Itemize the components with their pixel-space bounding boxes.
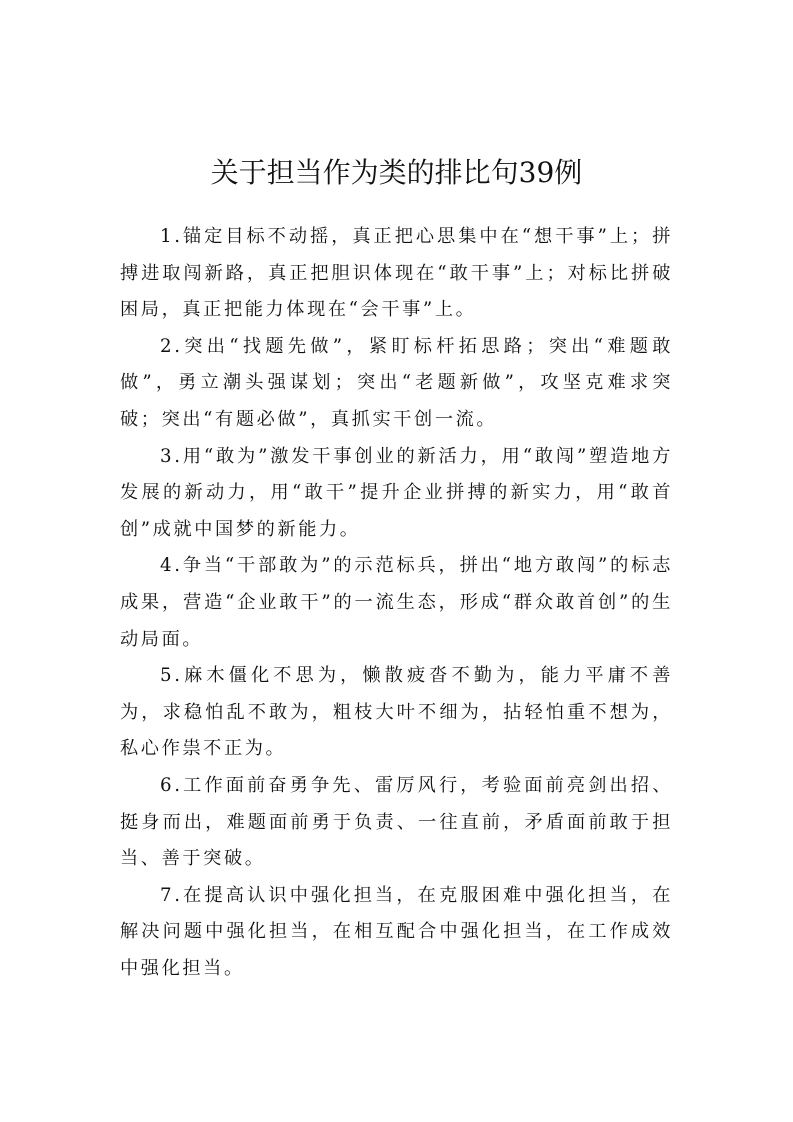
- paragraph-1: 1.锚定目标不动摇，真正把心思集中在“想干事”上；拼搏进取闯新路，真正把胆识体现在“敢干事”上；对标比拼破困局，真正把能力体现在“会干事”上。: [120, 226, 673, 321]
- paragraph-2: 2.突出“找题先做”，紧盯标杆拓思路；突出“难题敢做”，勇立潮头强谋划；突出“老题新做”，攻坚克难求突破；突出“有题必做”，真抓实干创一流。: [120, 335, 673, 430]
- document-title: 关于担当作为类的排比句39例: [210, 155, 583, 189]
- paragraph-7: 7.在提高认识中强化担当，在克服困难中强化担当，在解决问题中强化担当，在相互配合中强化担当，在工作成效中强化担当。: [120, 884, 673, 979]
- paragraph-3: 3.用“敢为”激发干事创业的新活力，用“敢闯”塑造地方发展的新动力，用“敢干”提升企业拼搏的新实力，用“敢首创”成就中国梦的新能力。: [120, 445, 673, 540]
- paragraph-6: 6.工作面前奋勇争先、雷厉风行，考验面前亮剑出招、挺身而出，难题面前勇于负责、一往直前，矛盾面前敢于担当、善于突破。: [120, 774, 673, 870]
- paragraph-5: 5.麻木僵化不思为，懒散疲沓不勤为，能力平庸不善为，求稳怕乱不敢为，粗枝大叶不细为，拈轻怕重不想为，私心作祟不正为。: [120, 665, 673, 760]
- paragraph-4: 4.争当“干部敢为”的示范标兵，拼出“地方敢闯”的标志成果，营造“企业敢干”的一流生态，形成“群众敢首创”的生动局面。: [120, 555, 673, 650]
- document-body: [120, 219, 673, 987]
